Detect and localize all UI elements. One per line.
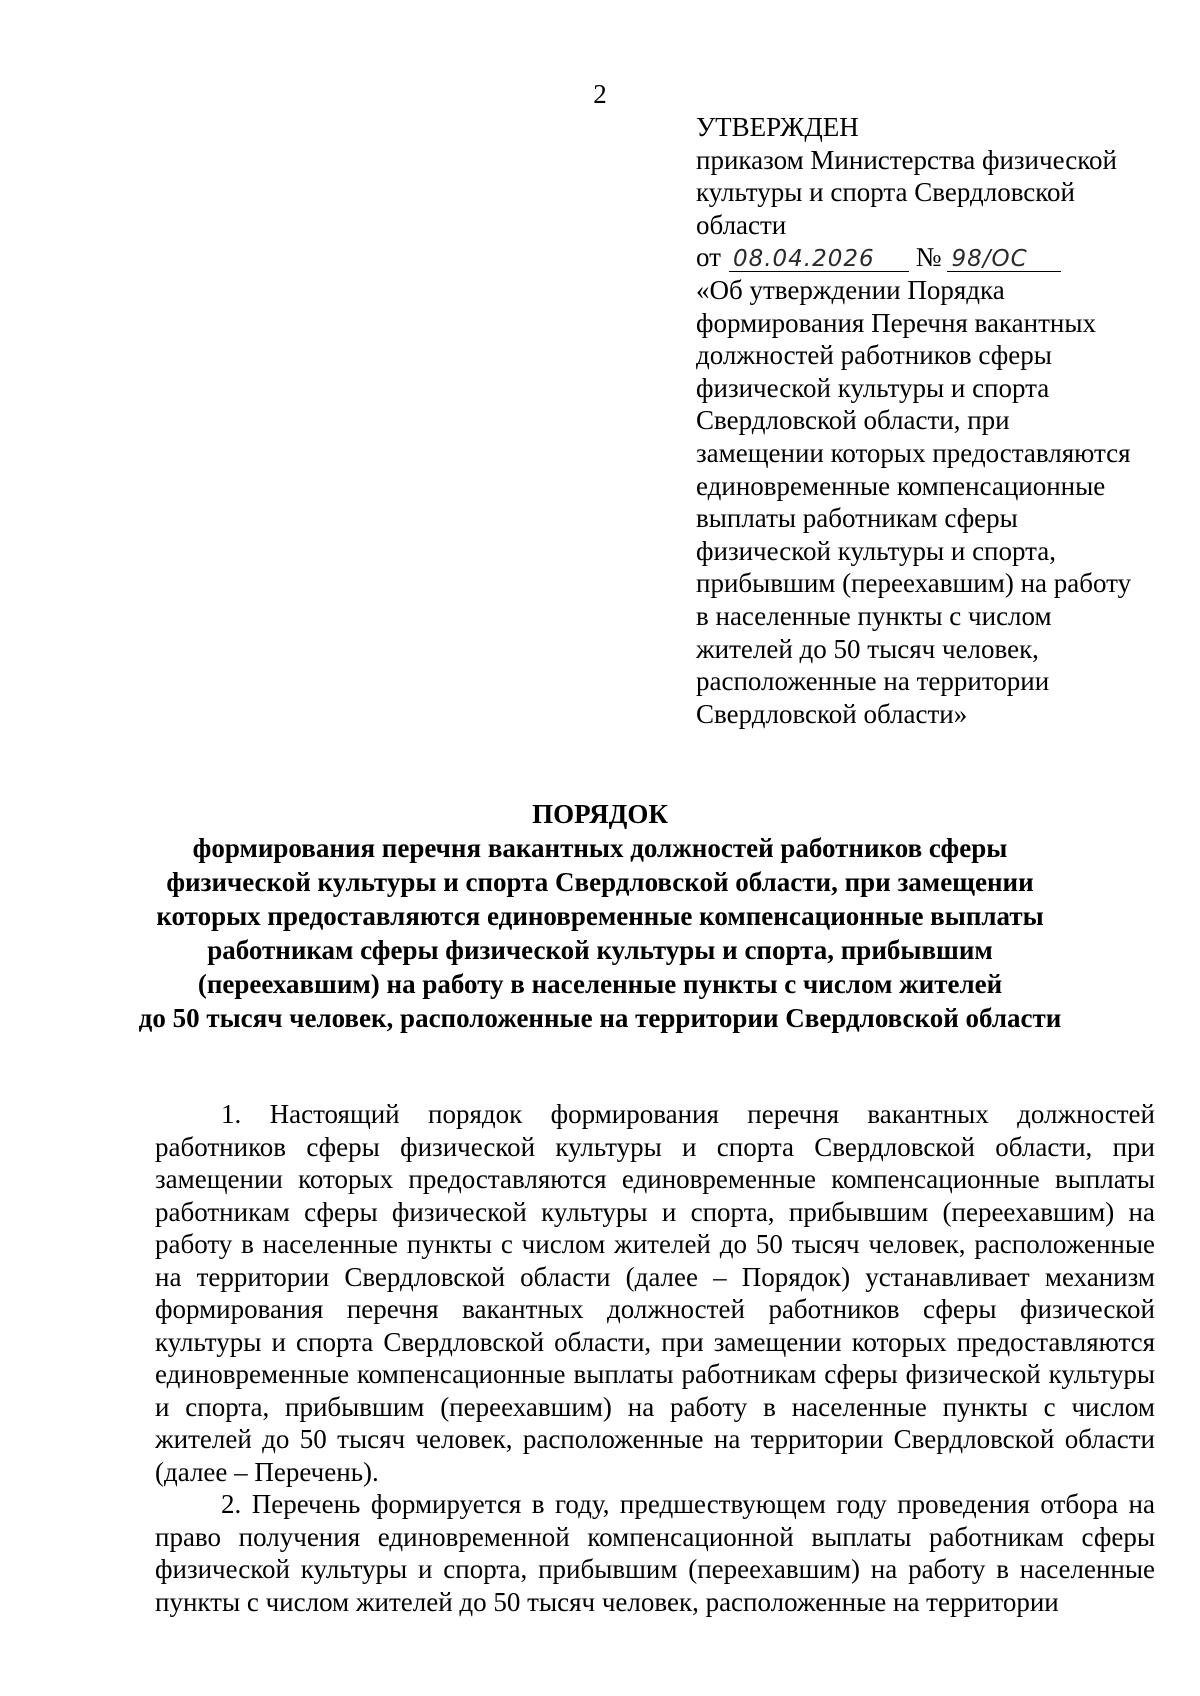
page-number: 2 bbox=[593, 79, 607, 109]
approval-subject-line: замещении которых предоставляются bbox=[696, 437, 1131, 468]
approval-line: области bbox=[696, 209, 787, 240]
approval-subject-line: «Об утверждении Порядка bbox=[696, 274, 1005, 305]
document-body bbox=[155, 1098, 1155, 1618]
approval-line: приказом Министерства физической bbox=[696, 144, 1117, 175]
document-subtitle-line: которых предоставляются единовременные компенсационные выплаты bbox=[156, 901, 1044, 931]
document-title-block bbox=[0, 797, 1200, 1035]
document-subtitle-line: формирования перечня вакантных должностей работников сферы bbox=[192, 833, 1008, 863]
order-date-number-line bbox=[696, 241, 1176, 274]
approval-subject-line: прибывшим (переехавшим) на работу bbox=[696, 568, 1132, 599]
approval-subject-line: Свердловской области, при bbox=[696, 405, 1010, 436]
approval-heading: УТВЕРЖДЕН bbox=[696, 112, 859, 142]
approval-subject-line: в населенные пункты с числом bbox=[696, 600, 1052, 631]
approval-line: культуры и спорта Свердловской bbox=[696, 177, 1075, 208]
approval-subject-line: физической культуры и спорта bbox=[696, 372, 1050, 403]
approval-stamp-block bbox=[696, 111, 1176, 730]
approval-subject-line: Свердловской области» bbox=[696, 698, 968, 729]
approval-subject-line: расположенные на территории bbox=[696, 666, 1050, 697]
date-prefix: от bbox=[696, 242, 721, 273]
approval-subject-line: формирования Перечня вакантных bbox=[696, 307, 1096, 338]
approval-subject-line: жителей до 50 тысяч человек, bbox=[696, 633, 1039, 664]
document-title: ПОРЯДОК bbox=[532, 799, 668, 829]
approval-subject-line: физической культуры и спорта, bbox=[696, 535, 1057, 566]
paragraph-2: 2. Перечень формируется в году, предшествующем году проведения отбора на право получения единовременной компенсационной выплаты работникам сферы физической культуры и спорта, прибывшим (переехавшим) на работу в населенные пункты с числом жителей до 50 тысяч человек, расположенные на территории bbox=[155, 1489, 1155, 1617]
document-subtitle-line: до 50 тысяч человек, расположенные на территории Свердловской области bbox=[138, 1003, 1062, 1033]
document-subtitle-line: (переехавшим) на работу в населенные пункты с числом жителей bbox=[197, 969, 1003, 999]
document-subtitle-line: физической культуры и спорта Свердловской области, при замещении bbox=[166, 867, 1034, 897]
handwritten-date: 08.04.2026 bbox=[729, 247, 909, 272]
number-prefix: № bbox=[915, 242, 942, 273]
document-subtitle-line: работникам сферы физической культуры и спорта, прибывшим bbox=[207, 935, 993, 965]
handwritten-order-number: 98/ОС bbox=[947, 247, 1061, 272]
approval-subject-line: должностей работников сферы bbox=[696, 340, 1052, 371]
approval-subject-line: выплаты работникам сферы bbox=[696, 503, 1018, 534]
approval-subject-line: единовременные компенсационные bbox=[696, 470, 1106, 501]
paragraph-1: 1. Настоящий порядок формирования перечня вакантных должностей работников сферы физической культуры и спорта Свердловской области, при замещении которых предоставляются единовременные компенсационные выплаты работникам сферы физической культуры и спорта, прибывшим (переехавшим) на работу в населенные пункты с числом жителей до 50 тысяч человек, расположенные на территории Свердловской области (далее – Порядок) устанавливает механизм формирования перечня вакантных должностей работников сферы физической культуры и спорта Свердловской области, при замещении которых предоставляются единовременные компенсационные выплаты работникам сферы физической культуры и спорта, прибывшим (переехавшим) на работу в населенные пункты с числом жителей до 50 тысяч человек, расположенные на территории Свердловской области (далее – Перечень). bbox=[155, 1099, 1155, 1487]
